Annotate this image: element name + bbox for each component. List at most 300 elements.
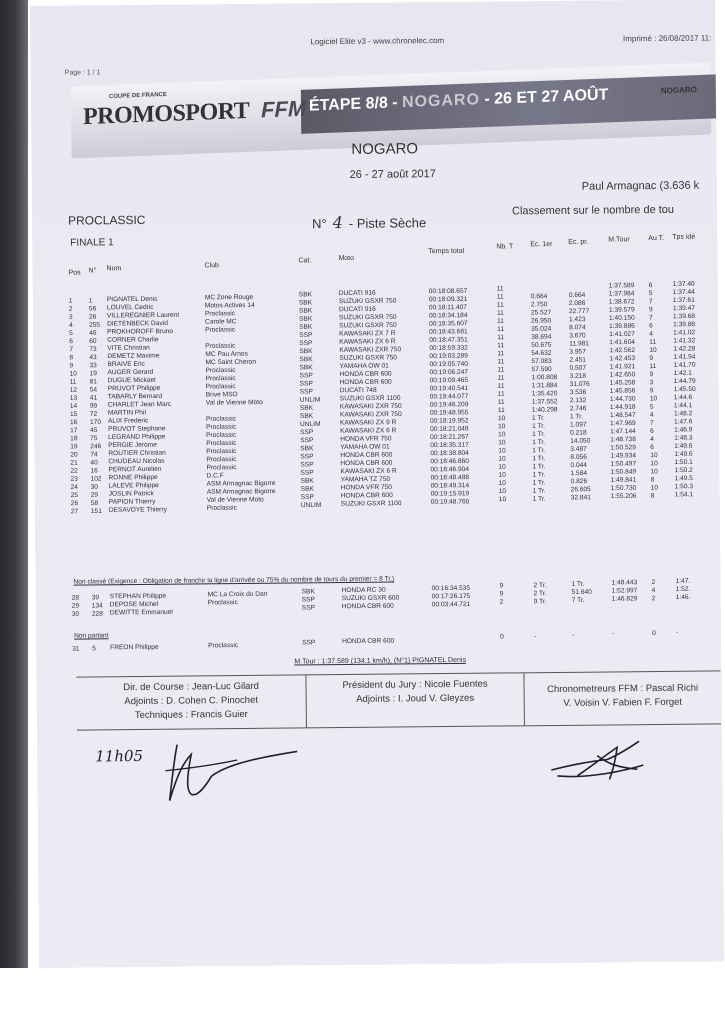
cell-club: Carole MC [205, 317, 237, 326]
cell-num: 134 [91, 602, 103, 610]
cell-pos: 27 [70, 508, 79, 516]
cell-cat: SSP [300, 469, 314, 477]
cell-name: DIETENBECK David [107, 320, 168, 328]
cell-cat: SBK [300, 485, 314, 493]
cell-gap1: 2 Tr. [533, 581, 547, 589]
cell-total: 00:18:21.267 [430, 433, 469, 441]
cell-laps: 10 [498, 423, 506, 431]
cell-total: 00:18:35.607 [429, 319, 468, 328]
cell-laps: 11 [497, 326, 505, 334]
cell-best: 1:47.969 [610, 420, 636, 428]
cell-pos: 19 [70, 443, 78, 451]
cell-moto: SUZUKI GSXR 1100 [340, 500, 402, 508]
cell-num: 19 [89, 369, 97, 377]
cell-lap: 7 [648, 313, 653, 322]
cell-gap1: 1:31.884 [531, 381, 558, 390]
cell-name: DEPOSE Michel [109, 601, 159, 609]
cell-moto: DUCATI 748 [339, 387, 377, 395]
cell-best: 1:50.529 [610, 444, 636, 452]
cell-best: 1:55.206 [610, 493, 637, 501]
cell-moto: HONDA CBR 600 [339, 370, 392, 379]
cell-lap: 0 [652, 629, 656, 637]
cell-num: 228 [91, 610, 103, 618]
cell-club: Proclassic [206, 463, 237, 471]
cell-gap1: 25.527 [530, 308, 552, 317]
cell-total: 00:18:49.314 [430, 481, 470, 490]
cell-moto: SUZUKI GSXR 1100 [339, 394, 401, 403]
cell-num: 26 [88, 313, 97, 321]
non-starter-label: Non partant [74, 632, 109, 640]
cell-club: Proclassic [206, 455, 237, 463]
cell-name: PAPION Thierry [108, 498, 156, 507]
cell-best: 1:38.672 [608, 298, 635, 306]
cell-lap: 7 [648, 297, 653, 305]
cell-gap1: 1 Tr. [532, 454, 546, 462]
cell-gapprev: 14.050 [570, 437, 591, 445]
cell-cat: SSP [299, 372, 313, 380]
cell-pos: 20 [70, 451, 78, 459]
cell-club: Proclassic [205, 382, 236, 390]
cell-total: 00:18:46.904 [430, 465, 470, 473]
cell-gapprev: 1.423 [569, 316, 586, 324]
cell-num: 74 [90, 450, 98, 458]
cell-pos: 5 [69, 330, 73, 338]
cell-gap1: 54.632 [531, 349, 552, 357]
cell-club: Val de Vienne Moto [205, 398, 263, 407]
cell-moto: KAWASAKI ZX 6 R [340, 427, 397, 435]
cell-moto: YAMAHA OW 01 [340, 443, 390, 452]
cell-laps: 11 [497, 399, 505, 407]
cell-num: 30 [90, 483, 98, 491]
cell-tps: 1:49.6 [674, 442, 693, 450]
cell-lap: 10 [649, 394, 658, 403]
cell-gapprev: - [572, 631, 575, 639]
circuit-name: Paul Armagnac (3.636 k [581, 179, 700, 193]
cell-gapprev: 22.777 [568, 307, 590, 316]
cell-tps: 1:41.70 [673, 361, 696, 369]
cell-laps: 9 [499, 590, 504, 598]
column-header-gapprev: Ec. pr. [568, 238, 589, 246]
cell-total: 00:18:48.488 [430, 473, 470, 482]
cell-tps: 1:42.1 [673, 369, 692, 378]
session-title: FINALE 1 [70, 237, 114, 249]
cell-cat: SBK [300, 445, 314, 453]
cell-total: 00:18:11.407 [428, 303, 467, 311]
event-city: NOGARO [351, 140, 419, 158]
cell-pos: 28 [71, 594, 80, 602]
cell-moto: HONDA CBR 600 [340, 451, 393, 460]
cell-lap: 5 [648, 289, 653, 297]
column-header-tps: Tps idé [672, 233, 696, 241]
cell-cat: UNLIM [299, 420, 321, 428]
cell-tps: 1:48.3 [674, 434, 693, 442]
cell-total: 00:18:47.351 [429, 335, 468, 344]
cell-name: CORNER Charlie [107, 336, 159, 345]
cell-lap: 4 [651, 586, 656, 594]
cell-best: - [612, 630, 615, 638]
cell-club: Proclassic [208, 641, 239, 649]
cell-name: VITE Christian [107, 344, 150, 353]
timekeepers-column [524, 671, 720, 725]
cell-cat: SSP [300, 453, 314, 461]
cell-num: 56 [88, 305, 97, 313]
cell-cat: SBK [299, 412, 314, 420]
cell-best: 1:45.258 [609, 379, 636, 387]
signature-stroke-2 [165, 760, 237, 771]
cell-gap1: 1 Tr. [532, 446, 546, 454]
cell-cat: SBK [298, 291, 313, 299]
cell-club: Proclassic [205, 342, 236, 350]
cell-name: PROKHOROFF Bruno [107, 328, 174, 337]
cell-num: 58 [90, 499, 99, 507]
cell-moto: KAWASAKI ZXR 750 [339, 346, 402, 354]
cell-club: Proclassic [205, 326, 236, 334]
cell-moto: SUZUKI GSXR 750 [339, 322, 397, 330]
cell-moto: HONDA CBR 600 [340, 459, 393, 468]
cell-gapprev: 2.132 [569, 397, 587, 405]
signature-stroke [551, 741, 643, 780]
cell-total: 00:19:09.465 [429, 376, 469, 384]
cell-tps: 1:41.32 [673, 337, 696, 345]
cell-num: 246 [90, 442, 102, 450]
cell-num: 1 [88, 297, 93, 305]
cell-moto: DUCATI 916 [338, 306, 376, 314]
cell-lap: 11 [649, 362, 657, 370]
cell-cat: SBK [298, 299, 313, 307]
cell-club: ASM Armagnac Bigorre [206, 479, 276, 488]
cell-laps: 11 [496, 301, 504, 310]
cell-pos: 26 [70, 500, 79, 508]
cell-pos: 17 [70, 427, 78, 435]
cell-total: 00:19:15.919 [430, 489, 470, 498]
officials-box [76, 670, 720, 730]
cell-best: 1:41.604 [609, 339, 635, 347]
cell-gap1: 1 Tr. [532, 487, 546, 495]
cell-laps: 11 [497, 318, 504, 326]
cell-lap: 6 [649, 322, 653, 330]
cell-pos: 24 [70, 483, 79, 491]
cell-pos: 22 [70, 467, 78, 475]
cell-best: 1:41.027 [609, 331, 635, 339]
cell-tps: 1:52. [675, 585, 691, 594]
cell-club: Proclassic [205, 374, 236, 382]
cell-gap1: 9 Tr. [533, 597, 547, 606]
cell-name: PERNOT Aurelien [108, 466, 162, 474]
non-classified-label: Non classé (Exigence : Obligation de franchir la ligne d'arrivée ou 75% du nombre de tours du premier = 8 Tr.) [73, 575, 395, 586]
cell-name: BRAIVE Eric [107, 361, 145, 369]
cell-club: MC Zone Rouge [204, 293, 254, 301]
cell-tps: 1:37.44 [672, 288, 695, 297]
cell-laps: 10 [498, 439, 506, 447]
cell-tps: 1:46. [675, 594, 691, 602]
cell-name: CHARLET Jean Marc [107, 401, 172, 409]
cell-gap1: 57.590 [531, 365, 552, 373]
cell-cat: SBK [298, 315, 313, 323]
cell-cat: SBK [300, 477, 314, 485]
page-number: Page : 1 / 1 [64, 69, 101, 77]
cell-laps: 10 [498, 463, 506, 472]
cell-gap1: 1 Tr. [531, 414, 545, 422]
cell-total: 00:18:09.321 [428, 295, 468, 303]
cell-best: 1:46.829 [611, 595, 638, 603]
cell-name: MARTIN Phil [107, 409, 146, 417]
cell-laps: 10 [498, 480, 506, 488]
cell-moto: HONDA VFR 750 [340, 484, 392, 492]
cell-laps: 0 [500, 633, 504, 641]
signature-time: 11h05 [95, 746, 144, 766]
cell-lap: 10 [649, 346, 657, 354]
cell-total: 00:03:44.721 [431, 600, 471, 608]
cell-tps: 1:47. [675, 577, 691, 585]
cell-total: 00:18:38.804 [430, 449, 469, 457]
cell-cat: SSP [299, 339, 313, 347]
cell-moto: SUZUKI GSXR 750 [339, 354, 397, 362]
cell-best: 1:47.144 [610, 428, 636, 436]
cell-total: 00:18:08.657 [428, 287, 468, 295]
cell-pos: 12 [69, 386, 78, 394]
cell-num: 81 [89, 378, 97, 386]
cell-best: 1:37.589 [608, 282, 635, 290]
cell-num: 39 [91, 594, 100, 602]
cell-gapprev: 0.218 [570, 429, 587, 437]
column-header-cat: Cat. [298, 257, 312, 265]
stage-title: ÉTAPE 8/8 - NOGARO - 26 ET 27 AOÛT [308, 86, 609, 115]
category-title: PROCLASSIC [67, 212, 146, 228]
cell-gapprev: 1 Tr. [569, 413, 583, 421]
cell-gap1: 38.694 [531, 333, 552, 341]
cell-gap1: 57.083 [531, 357, 552, 365]
timekeepers-head: Chronometreurs FFM : Pascal Richi [547, 682, 699, 696]
cell-lap: 4 [650, 435, 654, 443]
cell-gap1: 1:35.420 [531, 389, 558, 398]
cell-num: 72 [89, 410, 98, 418]
cell-name: DEWITTE Emmanuel [109, 609, 173, 617]
cell-moto: KAWASAKI ZX 9 R [339, 419, 397, 427]
cell-tps: 1:39.68 [672, 313, 696, 321]
column-header-lap: Au T. [648, 234, 665, 243]
cell-cat: SSP [300, 428, 314, 437]
cell-cat: SBK [299, 347, 313, 356]
cell-cat: SSP [301, 596, 315, 604]
cell-cat: SSP [299, 380, 313, 388]
cell-club: MC Saint Cheron [205, 358, 257, 366]
cell-moto: YAMAHA OW 01 [339, 362, 389, 371]
column-header-best: M.Tour [608, 236, 630, 244]
cell-name: DUGUE Mickael [107, 377, 156, 385]
cell-best: 1:49.841 [610, 476, 637, 485]
cell-name: STEPHAN Philippe [109, 593, 167, 601]
cell-moto: HONDA CBR 600 [339, 378, 392, 387]
cell-best: 1:48.547 [609, 412, 636, 420]
cell-name: JOSLIN Patrick [108, 490, 154, 498]
cell-gapprev: 3.670 [569, 332, 586, 340]
cell-club: Proclassic [204, 309, 236, 318]
cell-best: 1:41.921 [609, 363, 636, 371]
cell-total: 00:19:46.209 [429, 400, 469, 409]
cell-lap: 3 [649, 378, 654, 386]
cell-best: 1:50.730 [610, 484, 637, 493]
cell-pos: 11 [69, 378, 77, 386]
cell-tps: 1:50.1 [674, 458, 693, 467]
cell-name: VILLEREGNIER Laurent [106, 312, 180, 320]
cell-laps: 11 [497, 374, 505, 382]
handwritten-signature-timekeeper [547, 735, 657, 786]
cell-num: 102 [90, 475, 102, 483]
cell-best: 1:48.738 [610, 436, 636, 444]
cell-gapprev: 32.841 [570, 494, 591, 502]
cell-num: 75 [90, 434, 98, 442]
cell-gap1: 26.950 [531, 317, 552, 325]
cell-club: Proclassic [205, 415, 237, 423]
cell-pos: 23 [70, 475, 78, 483]
cell-num: 5 [92, 645, 96, 653]
cell-num: 46 [89, 329, 97, 337]
cell-pos: 21 [70, 459, 78, 467]
cell-pos: 7 [69, 346, 74, 354]
cell-num: 54 [89, 386, 98, 394]
cell-total: 00:19:48.955 [429, 408, 469, 417]
column-header-name: Nom [106, 265, 122, 273]
cell-moto: HONDA CBR 600 [340, 492, 393, 500]
cell-lap: 8 [650, 492, 655, 500]
cell-best: 1:42.562 [609, 347, 636, 355]
cell-tps: 1:50.2 [674, 467, 693, 475]
cell-gapprev: 8.074 [569, 324, 586, 332]
cell-cat: SSP [299, 331, 313, 339]
cell-best: 1:39.886 [609, 322, 635, 331]
cell-lap: 10 [650, 484, 659, 492]
cell-cat: SSP [302, 639, 316, 647]
cell-pos: 25 [70, 491, 79, 500]
cell-total: 00:18:34.184 [428, 311, 468, 320]
cell-gapprev: 31.076 [569, 380, 590, 389]
cell-cat: SSP [301, 604, 316, 612]
cell-lap: 5 [649, 403, 654, 411]
print-header [30, 33, 715, 47]
cell-name: DESAVOYE Thierry [108, 506, 167, 515]
cell-lap: 6 [650, 443, 654, 451]
cell-lap: 10 [650, 459, 658, 467]
cell-pos: 8 [69, 354, 74, 362]
cell-num: 29 [90, 491, 99, 499]
cell-tps: 1:44.6 [673, 394, 693, 402]
cell-gapprev: 51.640 [571, 588, 592, 596]
cell-tps: 1:39.47 [672, 305, 695, 313]
cell-total: 00:19:06.247 [429, 368, 469, 376]
cell-moto: YAMAHA TZ 750 [340, 476, 391, 484]
cell-gapprev: 2.451 [569, 356, 586, 364]
cell-laps: 10 [498, 472, 506, 480]
cell-lap: 6 [650, 427, 654, 435]
cell-club: D.C.F [206, 471, 224, 480]
cell-gapprev: 26.605 [570, 486, 591, 494]
cell-lap: 9 [649, 386, 654, 394]
cell-num: 41 [89, 394, 98, 402]
cell-best: 1:50.849 [610, 468, 637, 477]
cell-lap: 8 [650, 475, 655, 484]
cell-laps: 10 [498, 496, 507, 504]
cell-gapprev: 0.826 [570, 478, 588, 486]
technical-staff: Techniques : Francis Guier [134, 708, 248, 722]
cell-total: 00:19:40.541 [429, 384, 469, 392]
cell-cat: SBK [299, 364, 313, 372]
cell-best: 1:50.497 [610, 460, 637, 468]
cell-tps: 1:48.2 [673, 410, 693, 418]
column-header-club: Club [204, 262, 219, 270]
cell-best: 1:44.918 [609, 403, 636, 412]
banner-stripe [301, 74, 721, 134]
director-assistants: Adjoints : D. Cohen C. Pinochet [124, 694, 259, 708]
cell-club: MC Pau Arnos [205, 350, 248, 358]
cell-pos: 14 [69, 402, 78, 410]
column-header-laps: Nb. T [496, 243, 514, 251]
cell-tps: 1:37.40 [672, 280, 695, 288]
scan-bottom-margin [0, 968, 725, 1024]
cell-gapprev: 8.056 [570, 453, 587, 461]
cell-num: 60 [89, 337, 97, 345]
handwritten-number: 4 [332, 213, 343, 233]
cell-gap1: 1 Tr. [532, 438, 546, 446]
cell-cat: UNLIM [299, 396, 321, 404]
cell-pos: 3 [68, 313, 73, 321]
cell-gap1: 1 Tr. [532, 422, 545, 430]
cell-gapprev: 0.044 [570, 461, 587, 470]
cell-tps: 1:39.88 [673, 321, 696, 329]
cell-laps: 10 [498, 488, 507, 496]
cell-tps: 1:50.3 [674, 483, 694, 491]
cell-lap: 7 [649, 419, 654, 427]
cell-laps: 11 [497, 366, 505, 374]
cell-tps: 1:41.94 [673, 353, 696, 361]
column-header-moto: Moto [338, 254, 355, 263]
cell-cat: SBK [299, 404, 314, 412]
cell-best: 1:48.443 [611, 579, 638, 587]
cell-lap: 4 [649, 411, 654, 419]
timekeepers: V. Voisin V. Fabien F. Forget [563, 696, 683, 709]
cell-tps: 1:44.1 [673, 402, 693, 410]
cell-name: RONNE Philippe [108, 474, 158, 482]
cell-moto: SUZUKI GSXR 750 [338, 297, 397, 306]
cell-moto: HONDA CBR 600 [342, 637, 395, 646]
ranking-method: Classement sur le nombre de tou [511, 203, 675, 218]
nogaro-logo: NOGARO [660, 85, 697, 96]
cell-tps: 1:47.6 [673, 418, 693, 426]
cell-club: Proclassic [206, 431, 237, 439]
cell-name: TABARLY Bernard [107, 393, 163, 401]
cell-gapprev: 3.536 [569, 388, 587, 397]
cell-gapprev: 3.957 [569, 348, 586, 356]
cell-lap: 4 [649, 330, 653, 338]
jury-assistants: Adjoints : I. Joud V. Gleyzes [356, 692, 475, 705]
cell-total: 00:18:35.317 [430, 441, 469, 449]
cell-num: 170 [89, 418, 102, 426]
cell-total: 00:17:26.175 [431, 592, 471, 600]
cell-name: DEMETZ Maxime [107, 352, 160, 361]
cell-num: 73 [89, 345, 97, 353]
cell-club: ASM Armagnac Bigorre [206, 487, 276, 496]
cell-laps: 10 [498, 455, 506, 463]
column-header-num: N° [88, 267, 97, 275]
cell-gapprev: 3.487 [570, 445, 587, 453]
cell-total: 00:18:46.860 [430, 457, 469, 465]
cell-moto: DUCATI 916 [338, 289, 376, 298]
cell-laps: 10 [498, 431, 506, 439]
cell-name: PIGNATEL Denis [106, 296, 158, 304]
cell-moto: SUZUKI GSXR 600 [341, 594, 400, 603]
cell-pos: 16 [69, 419, 78, 427]
cell-tps: - [676, 628, 679, 636]
cell-cat: SSP [300, 436, 314, 445]
